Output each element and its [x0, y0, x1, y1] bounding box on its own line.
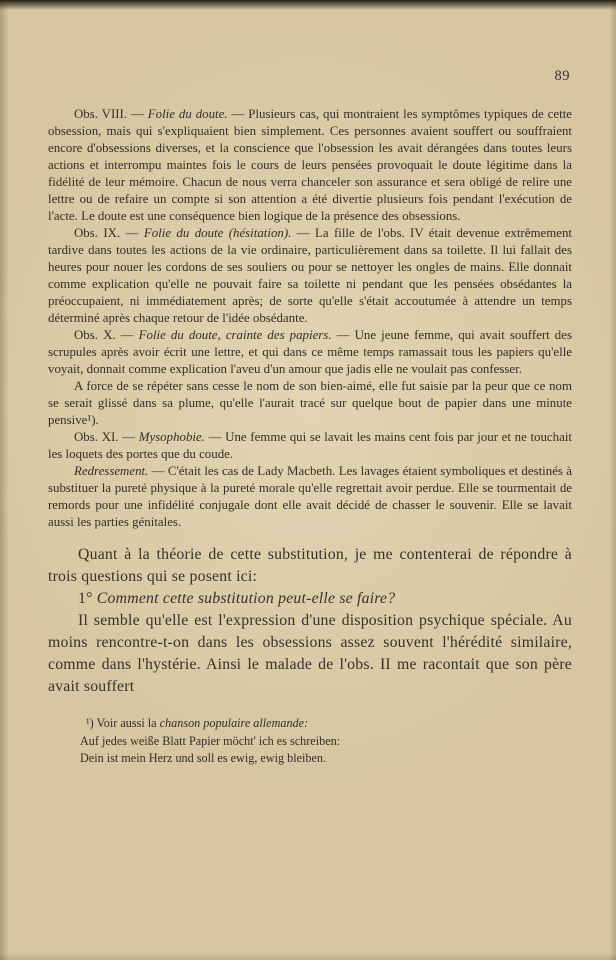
footnote-intro: Voir aussi la — [96, 716, 160, 730]
obs-text: — Une jeune femme, qui avait souffert des scrupules après avoir écrit une lettre, et qui dans ce même temps ramassait tous les papiers qu'elle voyait, donnait comme explication l'aveu d'un amour que jadis elle ne voulait pas confesser. — [48, 328, 572, 376]
obs-title: Folie du doute, crainte des papiers. — [138, 328, 332, 342]
main-section — [48, 544, 572, 698]
question-text: Comment cette substitution peut-elle se faire? — [96, 590, 396, 607]
obs-text: — Une femme qui se lavait les mains cent fois par jour et ne touchait les loquets des portes que du coude. — [48, 430, 572, 461]
obs-xi-paragraph — [48, 429, 572, 463]
obs-x-paragraph — [48, 327, 572, 378]
question-line — [48, 588, 572, 610]
scan-edge-right — [609, 0, 616, 960]
observations-section — [48, 106, 572, 531]
scan-edge-left — [0, 0, 9, 960]
footnote-title: chanson populaire allemande: — [159, 716, 309, 730]
question-number: 1° — [78, 590, 97, 607]
footnote-verse-line-1: Auf jedes weiße Blatt Papier möcht' ich es schreiben: — [80, 733, 341, 748]
footnote-verse-line-2: Dein ist mein Herz und soll es ewig, ewig bleiben. — [80, 751, 327, 765]
obs-ix-paragraph — [48, 225, 572, 327]
obs-title: Folie du doute. — [147, 107, 228, 121]
obs-label: Obs. X. — — [74, 328, 139, 342]
body-paragraph: A force de se répéter sans cesse le nom de son bien-aimé, elle fut saisie par la peur que ce nom se serait glissé dans sa plume, qu'elle l'aurait tracé sur quelque bout de papier dans une minute pensive¹). — [48, 379, 572, 427]
redressement-title: Redressement. — [74, 464, 149, 478]
page-number: 89 — [554, 68, 570, 84]
redressement-text: — C'était les cas de Lady Macbeth. Les lavages étaient symboliques et destinés à substituer la pureté physique à la pureté morale qu'elle regrettait avoir perdue. Elle se tourmentait de remords pour une infidélité conjugale dont elle avait décidé de chasser le souvenir. Elle se lavait aussi les parties génitales. — [48, 464, 572, 529]
scan-edge-top — [0, 0, 616, 10]
obs-title: Mysophobie. — [138, 430, 205, 444]
main-paragraph-disposition: Il semble qu'elle est l'expression d'une disposition psychique spéciale. Au moins rencontre-t-on dans les obsessions assez souvent l'hérédité similaire, comme dans l'hystérie. Ainsi le malade de l'obs. II me racontait que son père avait souffert — [48, 612, 572, 695]
page-content — [48, 106, 572, 768]
obs-text: — Plusieurs cas, qui montraient les symptômes typiques de cette obsession, mais qui s'expliquaient bien simplement. Ces personnes avaient souffert ou souffraient encore d'obsessions diverses, et la conscience que l'obsession les avait dérangées dans toutes leurs actions et interrompu maintes fois le cours de leurs pensées provoquait le doute légitime dans la fidélité de leur mémoire. Chacun de nous verra chanceler son assurance et sera obligé de relire une lettre ou de refaire un compte si son attention a été divertie plusieurs fois pendant l'exécution de l'acte. Le doute est une conséquence bien logique de la présence des obsessions. — [48, 107, 573, 223]
redressement-paragraph — [48, 463, 572, 531]
main-paragraph-theorie: Quant à la théorie de cette substitution, je me contenterai de répondre à trois questions qui se posent ici: — [48, 546, 572, 585]
footnote-marker: ¹) — [86, 716, 97, 730]
obs-title: Folie du doute (hésitation). — [143, 226, 292, 240]
footnote — [80, 715, 572, 768]
obs-viii-paragraph — [48, 106, 572, 225]
scan-edge-bottom — [0, 953, 616, 960]
obs-label: Obs. XI. — — [74, 430, 139, 444]
obs-label: Obs. VIII. — — [74, 107, 148, 121]
obs-text: — La fille de l'obs. IV était devenue extrêmement tardive dans toutes les actions de la vie ordinaire, particulièrement dans sa toilette. Il lui fallait des heures pour nouer les cordons de ses souliers ou pour se nettoyer les ongles de mains. Elle donnait comme explication qu'elle ne pouvait faire sa toilette ni pendant que les pensées obsédantes la préoccupaient, ni immédiatement après; de sorte qu'elle s'était accoutumée à attendre un temps déterminé après chaque retour de l'idée obsédante. — [48, 226, 572, 325]
footnote-first-line — [80, 715, 572, 733]
obs-label: Obs. IX. — — [74, 226, 144, 240]
